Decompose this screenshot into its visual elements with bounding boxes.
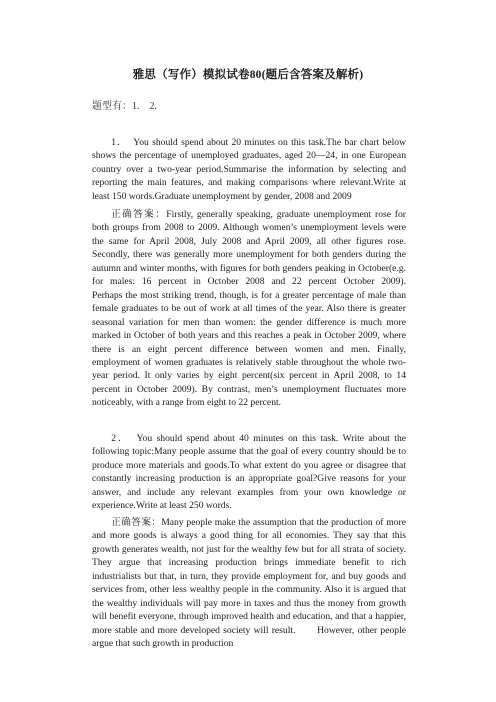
question-1-number: 1． bbox=[111, 137, 123, 148]
question-2-number: 2． bbox=[111, 433, 125, 444]
question-1-prompt: You should spend about 20 minutes on this task.The bar chart below shows the percentage of unemployed graduates, aged 20—24, in one European country over a two-year period.Summarise the information by selecting and reporting the main features, and making comparisons where relevant.Write at least 150 words.Graduate unemployment by gender, 2008 and 2009 bbox=[92, 137, 406, 202]
question-2-prompt: You should spend about 40 minutes on this task. Write about the following topic:Many people assume that the goal of every country should be to produce more materials and goods.To what extent do you agree or disagree that constantly increasing production is an appropriate goal?Give reasons for your answer, and include any relevant examples from your own knowledge or experience.Write at least 250 words. bbox=[92, 433, 407, 512]
document-title: 雅思（写作）模拟试卷80(题后含答案及解析) bbox=[132, 69, 364, 81]
question-types: 题型有：1. 2. bbox=[92, 101, 157, 112]
answer-1 bbox=[92, 208, 426, 410]
answer-1-text: Firstly, generally speaking, graduate unemployment rose for both groups from 2008 to 2009. Although women’s unemployment levels were the same for April 2008, July 2008 and April 2009, all other figures rose. Secondly, there was generally more unemployment for both genders during the autumn and winter months, with figures for both genders peaking in October(e.g. for males: 16 percent in October 2008 and 22 percent October 2009). Perhaps the most striking trend, though, is for a greater percentage of male than female graduates to be out of work at all times of the year. Also there is greater seasonal variation for men than women: the gender difference is much more marked in October of both years and this reaches a peak in October 2009, where there is an eight percent difference between women and men. Finally, employment of women graduates is relatively stable throughout the whole two-year period. It only varies by eight percent(six percent in April 2008, to 14 percent in October 2009). By contrast, men’s unemployment fluctuates more noticeably, with a range from eight to 22 percent. bbox=[92, 209, 426, 409]
question-2 bbox=[92, 432, 406, 513]
question-1 bbox=[92, 136, 406, 203]
answer-2 bbox=[92, 516, 406, 651]
answer-2-label: 正确答案： bbox=[111, 517, 162, 528]
answer-1-label: 正确答案： bbox=[111, 209, 167, 220]
answer-2-text: Many people make the assumption that the production of more and more goods is always a good thing for all economies. They say that this growth generates wealth, not just for the wealthy few but for all strata of society. They argue that increasing production brings immediate benefit to rich industrialists but that, in turn, they provide employment for, and buy goods and services from, other less wealthy people in the community. Also it is argued that the wealthy individuals will pay more in taxes and thus the money from growth will benefit everyone, through improved health and education, and that a happier, more stable and more developed society will result. However, other people argue that such growth in production bbox=[92, 517, 406, 650]
